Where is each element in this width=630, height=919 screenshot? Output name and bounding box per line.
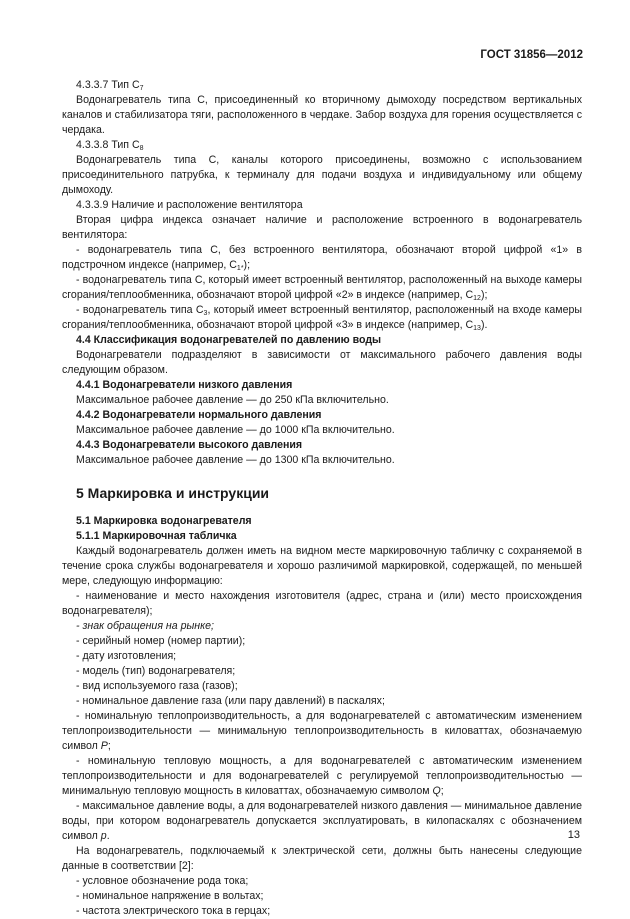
clause-4-4-2-title: 4.4.2 Водонагреватели нормального давления: [76, 409, 322, 421]
page-content: [62, 78, 582, 919]
clause-4-3-3-9-text: Вторая цифра индекса означает наличие и расположение встроенного в водонагреватель вентилятора:: [62, 214, 582, 241]
paragraph: На водонагреватель, подключаемый к электрической сети, должны быть нанесены следующие данные в соответствии [2]:: [62, 845, 582, 872]
clause-4-4-title: 4.4 Классификация водонагревателей по давлению воды: [76, 334, 382, 346]
clause-4-3-3-7-title: 4.3.3.7 Тип $С_7$: [76, 79, 144, 92]
list-item: - дату изготовления;: [76, 650, 177, 662]
section-5-heading: 5 Маркировка и инструкции: [76, 485, 270, 501]
clause-4-3-3-9-title: 4.3.3.9 Наличие и расположение вентилятора: [76, 199, 303, 211]
clause-5-1-title: 5.1 Маркировка водонагревателя: [76, 515, 252, 527]
clause-4-3-3-8-text: Водонагреватель типа С, каналы которого присоединены, возможно с использованием присоединительного патрубка, к терминалу для подачи воздуха и индивидуальному или общему дымоходу.: [62, 154, 582, 196]
list-item: - вид используемого газа (газов);: [76, 680, 238, 692]
standard-header: ГОСТ 31856—2012: [480, 49, 583, 61]
page-number: 13: [567, 829, 580, 841]
list-item: - номинальную теплопроизводительность, а для водонагревателей с автоматическим изменением теплопроизводительности — минимальную теплопроизводительность в киловаттах, обозначаемую символ P;: [62, 710, 582, 752]
list-item: - знак обращения на рынке;: [76, 620, 214, 632]
list-item: - максимальное давление воды, а для водонагревателей низкого давления — минимальное давление воды, при котором водонагреватель допускается эксплуатировать, в килопаскалях с обозначением символ p.: [62, 800, 582, 842]
list-item: - наименование и место нахождения изготовителя (адрес, страна и (или) место происхождения водонагревателя);: [62, 590, 582, 617]
list-item: - номинальное напряжение в вольтах;: [76, 890, 264, 902]
list-item: - водонагреватель типа $С_3$, который имеет встроенный вентилятор, расположенный на входе камеры сгорания/теплообменника, обозначают второй цифрой «3» в индексе (например, $С_{13}$).: [62, 304, 582, 332]
clause-5-1-1-text: Каждый водонагреватель должен иметь на видном месте маркировочную табличку с сохраняемой в течение срока службы водонагревателя и хорошо различимой маркировкой, содержащей, по меньшей мере, следующую информацию:: [62, 545, 582, 587]
clause-4-4-1-title: 4.4.1 Водонагреватели низкого давления: [76, 379, 293, 391]
clause-4-3-3-7-text: Водонагреватель типа С, присоединенный ко вторичному дымоходу посредством вертикальных каналов и стабилизатора тяги, расположенного в чердаке. Забор воздуха для горения осуществляется с чердака.: [62, 94, 582, 136]
list-item: - серийный номер (номер партии);: [76, 635, 246, 647]
clause-4-4-text: Водонагреватели подразделяют в зависимости от максимального рабочего давления воды следующим образом.: [62, 349, 582, 376]
list-item: - водонагреватель типа С, без встроенного вентилятора, обозначают второй цифрой «1» в подстрочном индексе (например, $С_{1*}$);: [62, 244, 582, 272]
clause-4-4-2-text: Максимальное рабочее давление — до 1000 кПа включительно.: [76, 424, 395, 436]
list-item: - модель (тип) водонагревателя;: [76, 665, 236, 677]
clause-4-4-3-text: Максимальное рабочее давление — до 1300 кПа включительно.: [76, 454, 395, 466]
list-item: - номинальную тепловую мощность, а для водонагревателей с автоматическим изменением теплопроизводительности и для водонагревателей с регулируемой теплопроизводительностью — минимальную тепловую мощность в киловаттах, обозначаемую символом Q;: [62, 755, 582, 797]
clause-4-3-3-8-title: 4.3.3.8 Тип $С_8$: [76, 139, 144, 152]
list-item: - водонагреватель типа С, который имеет встроенный вентилятор, расположенный на выходе камеры сгорания/теплообменника, обозначают второй цифрой «2» в индексе (например, $С_{12}$);: [62, 274, 582, 302]
list-item: - частота электрического тока в герцах;: [76, 905, 271, 917]
list-item: - номинальное давление газа (или пару давлений) в паскалях;: [76, 695, 385, 707]
clause-4-4-3-title: 4.4.3 Водонагреватели высокого давления: [76, 439, 303, 451]
list-item: - условное обозначение рода тока;: [76, 875, 249, 887]
clause-4-4-1-text: Максимальное рабочее давление — до 250 кПа включительно.: [76, 394, 389, 406]
clause-5-1-1-title: 5.1.1 Маркировочная табличка: [76, 530, 237, 542]
